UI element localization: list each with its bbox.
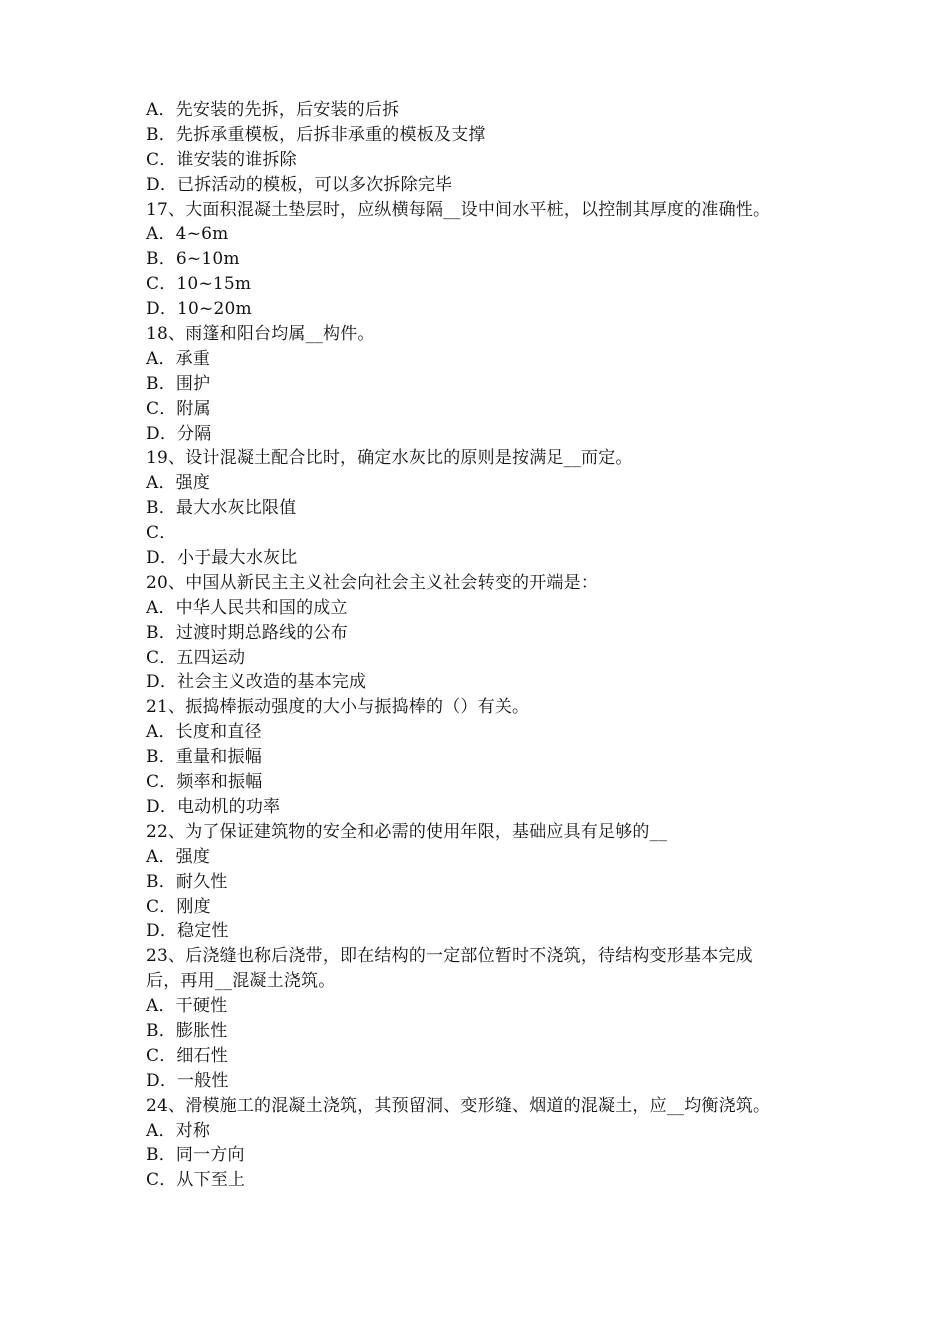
question-17: 17、大面积混凝土垫层时，应纵横每隔__设中间水平桩，以控制其厚度的准确性。 (146, 199, 771, 220)
option-line: A．4~6m (146, 224, 229, 245)
option-line: B．同一方向 (146, 1145, 245, 1166)
option-line: C．10~15m (146, 274, 252, 295)
question-24: 24、滑模施工的混凝土浇筑，其预留洞、变形缝、烟道的混凝土，应__均衡浇筑。 (146, 1095, 771, 1116)
document-page (146, 98, 836, 1193)
option-line: B．耐久性 (146, 871, 228, 892)
option-line: A．长度和直径 (146, 722, 262, 743)
question-23-continued: 后，再用__混凝土浇筑。 (146, 971, 336, 992)
question-23: 23、后浇缝也称后浇带，即在结构的一定部位暂时不浇筑，待结构变形基本完成 (146, 946, 753, 967)
option-line: D．稳定性 (146, 921, 229, 942)
option-line: C．细石性 (146, 1045, 229, 1066)
option-line: A．承重 (146, 348, 211, 369)
option-line: A．先安装的先拆，后安装的后拆 (146, 100, 400, 120)
option-line: A．强度 (146, 473, 211, 494)
option-line: D．电动机的功率 (146, 796, 281, 817)
option-line: C．频率和振幅 (146, 772, 263, 793)
option-line: D．小于最大水灰比 (146, 548, 298, 569)
option-line: C． (146, 523, 177, 544)
question-21: 21、振捣棒振动强度的大小与振捣棒的（）有关。 (146, 697, 530, 718)
option-line: D．分隔 (146, 423, 212, 444)
option-line: C．刚度 (146, 896, 211, 917)
option-line: A．干硬性 (146, 996, 228, 1017)
option-line: A．强度 (146, 846, 211, 867)
question-22: 22、为了保证建筑物的安全和必需的使用年限，基础应具有足够的__ (146, 821, 668, 842)
option-line: C．附属 (146, 398, 211, 419)
option-line: B．围护 (146, 373, 211, 394)
option-line: D．一般性 (146, 1070, 229, 1091)
option-line: B．先拆承重模板，后拆非承重的模板及支撑 (146, 124, 486, 145)
option-line: A．对称 (146, 1120, 211, 1141)
option-line: B．重量和振幅 (146, 747, 262, 768)
option-line: C．从下至上 (146, 1170, 246, 1191)
option-line: B．膨胀性 (146, 1020, 228, 1041)
option-line: B．最大水灰比限值 (146, 498, 297, 519)
option-line: B．6~10m (146, 249, 240, 270)
option-line: D．社会主义改造的基本完成 (146, 672, 367, 693)
question-20: 20、中国从新民主主义社会向社会主义社会转变的开端是： (146, 572, 599, 593)
option-line: D．10~20m (146, 299, 252, 320)
option-line: D．已拆活动的模板，可以多次拆除完毕 (146, 174, 453, 195)
option-line: A．中华人民共和国的成立 (146, 597, 348, 618)
question-19: 19、设计混凝土配合比时，确定水灰比的原则是按满足__而定。 (146, 448, 633, 469)
option-line: C．谁安装的谁拆除 (146, 149, 297, 170)
option-line: B．过渡时期总路线的公布 (146, 622, 348, 643)
option-line: C．五四运动 (146, 647, 246, 668)
question-18: 18、雨篷和阳台均属__构件。 (146, 324, 375, 345)
